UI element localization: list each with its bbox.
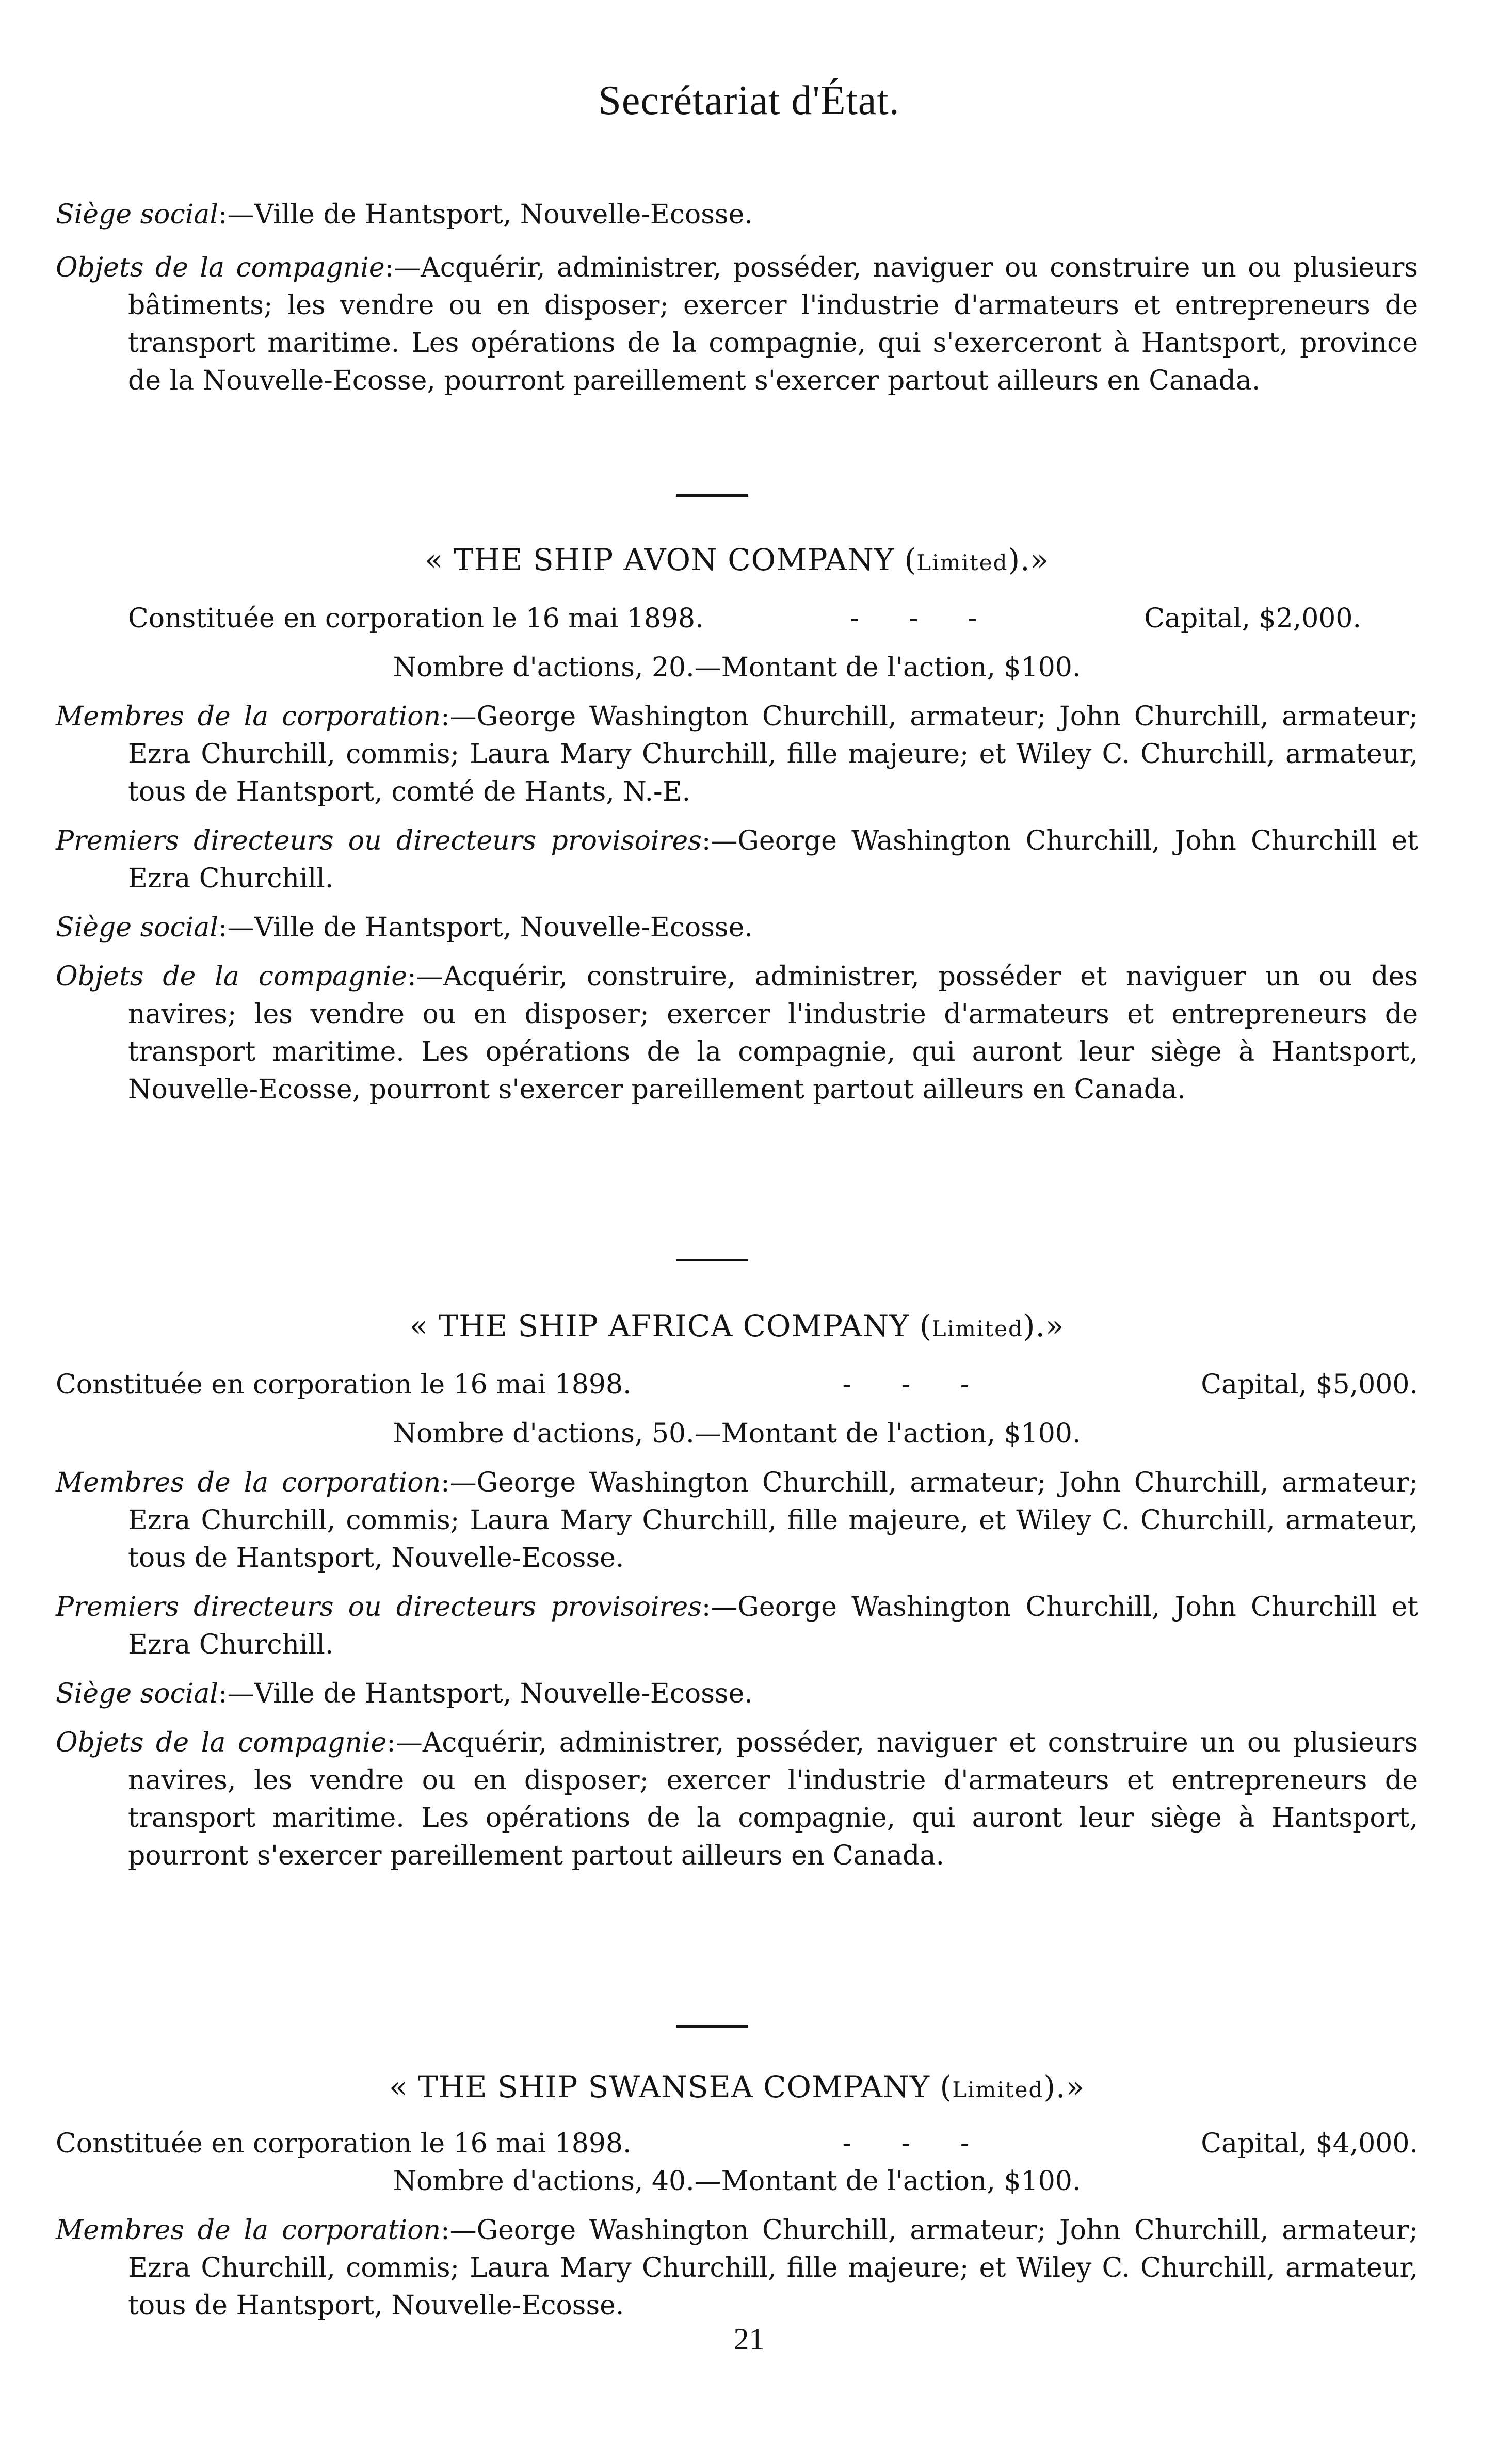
title-open: « THE SHIP SWANSEA COMPANY ( [389, 2069, 953, 2104]
membres-paragraph [56, 1464, 1418, 1577]
title-close: ).» [1043, 2069, 1085, 2104]
actions-line: Nombre d'actions, 20.—Montant de l'action, $100. [393, 652, 1081, 683]
membres-text: :—George Washington Churchill, armateur; John Churchill, armateur; Ezra Churchill, commis; Laura Mary Churchill, fille majeure; et Wiley C. Churchill, armateur, tous de Hantsport, Nouvelle-Ecosse. [128, 2215, 1418, 2321]
page-number: 21 [733, 2322, 765, 2356]
title-close: ).» [1008, 542, 1050, 577]
constitution-line [56, 2125, 1418, 2163]
membres-paragraph [56, 698, 1418, 811]
directeurs-paragraph [56, 822, 1418, 898]
dashes: - - - [842, 1369, 990, 1400]
company-title [56, 2066, 1418, 2111]
directeurs-label: Premiers directeurs ou directeurs provisoires [56, 1592, 702, 1623]
siege-label: Siège social [56, 912, 218, 943]
capital-text: Capital, $5,000. [1201, 1369, 1418, 1400]
objets-paragraph [56, 958, 1418, 1109]
objets-label: Objets de la compagnie [56, 1727, 387, 1758]
company-title [56, 1305, 1418, 1350]
constitution-line [56, 600, 1418, 638]
title-open: « THE SHIP AFRICA COMPANY ( [409, 1308, 932, 1343]
directeurs-label: Premiers directeurs ou directeurs provisoires [56, 825, 702, 856]
page-header: Secrétariat d'État. [598, 78, 900, 123]
directeurs-text: :—George Washington Churchill, John Churchill et Ezra Churchill. [128, 825, 1419, 894]
company-section-avon [56, 539, 1418, 1109]
company-title [56, 539, 1418, 583]
siege-paragraph [56, 909, 1418, 947]
title-open: « THE SHIP AVON COMPANY ( [424, 542, 917, 577]
constituee-text: Constituée en corporation le 16 mai 1898. [56, 1369, 632, 1400]
constituee-text: Constituée en corporation le 16 mai 1898. [56, 2128, 632, 2159]
membres-text: :—George Washington Churchill, armateur; John Churchill, armateur; Ezra Churchill, commis; Laura Mary Churchill, fille majeure; et Wiley C. Churchill, armateur, tous de Hantsport, comté de Hants, N.-E. [128, 701, 1418, 807]
section-divider [676, 1259, 748, 1261]
company-section-africa [56, 1305, 1418, 1875]
section-divider [676, 2025, 748, 2028]
actions-line: Nombre d'actions, 40.—Montant de l'action, $100. [393, 2166, 1081, 2197]
membres-text: :—George Washington Churchill, armateur; John Churchill, armateur; Ezra Churchill, commis; Laura Mary Churchill, fille majeure, et Wiley C. Churchill, armateur, tous de Hantsport, Nouvelle-Ecosse. [128, 1467, 1418, 1574]
title-limited: Limited [952, 2077, 1044, 2102]
objets-paragraph [56, 1724, 1418, 1875]
siege-text: :—Ville de Hantsport, Nouvelle-Ecosse. [218, 912, 753, 943]
title-limited: Limited [916, 550, 1008, 575]
siege-label: Siège social [56, 1678, 218, 1709]
section-divider [676, 494, 748, 497]
objets-text: :—Acquérir, administrer, posséder, naviguer et construire un ou plusieurs navires, les vendre ou en disposer; exercer l'industrie d'armateurs et entrepreneurs de transport maritime. Les opérations de la compagnie, qui auront leur siège à Hantsport, pourront s'exercer pareillement partout ailleurs en Canada. [128, 1727, 1418, 1871]
directeurs-paragraph [56, 1588, 1418, 1664]
siege-label: Siège social [56, 199, 218, 230]
membres-label: Membres de la corporation [56, 701, 441, 732]
constitution-line [56, 1366, 1418, 1404]
membres-paragraph [56, 2212, 1418, 2325]
title-close: ).» [1023, 1308, 1065, 1343]
siege-paragraph [56, 1675, 1418, 1713]
actions-line: Nombre d'actions, 50.—Montant de l'action, $100. [393, 1418, 1081, 1449]
siege-text: :—Ville de Hantsport, Nouvelle-Ecosse. [218, 199, 753, 230]
intro-objets [56, 249, 1418, 400]
title-limited: Limited [931, 1316, 1023, 1341]
siege-text: :—Ville de Hantsport, Nouvelle-Ecosse. [218, 1678, 753, 1709]
capital-text: Capital, $2,000. [1144, 603, 1361, 634]
intro-siege-social [56, 196, 1418, 234]
objets-label: Objets de la compagnie [56, 961, 408, 992]
dashes: - - - [842, 2128, 990, 2159]
objets-text: :—Acquérir, administrer, posséder, naviguer ou construire un ou plusieurs bâtiments; les vendre ou en disposer; exercer l'industrie d'armateurs et entrepreneurs de transport maritime. Les opérations de la compagnie, qui s'exerceront à Hantsport, province de la Nouvelle-Ecosse, pourront pareillement s'exercer partout ailleurs en Canada. [128, 252, 1418, 396]
directeurs-text: :—George Washington Churchill, John Churchill et Ezra Churchill. [128, 1592, 1419, 1660]
membres-label: Membres de la corporation [56, 1467, 441, 1498]
constituee-text: Constituée en corporation le 16 mai 1898. [128, 603, 704, 634]
company-section-swansea [56, 2066, 1418, 2325]
intro-section [56, 196, 1418, 400]
membres-label: Membres de la corporation [56, 2215, 441, 2246]
capital-text: Capital, $4,000. [1201, 2128, 1418, 2159]
objets-label: Objets de la compagnie [56, 252, 385, 283]
objets-text: :—Acquérir, construire, administrer, posséder et naviguer un ou des navires; les vendre ou en disposer; exercer l'industrie d'armateurs et entrepreneurs de transport maritime. Les opérations de la compagnie, qui auront leur siège à Hantsport, Nouvelle-Ecosse, pourront s'exercer pareillement partout ailleurs en Canada. [128, 961, 1419, 1105]
dashes: - - - [850, 603, 998, 634]
